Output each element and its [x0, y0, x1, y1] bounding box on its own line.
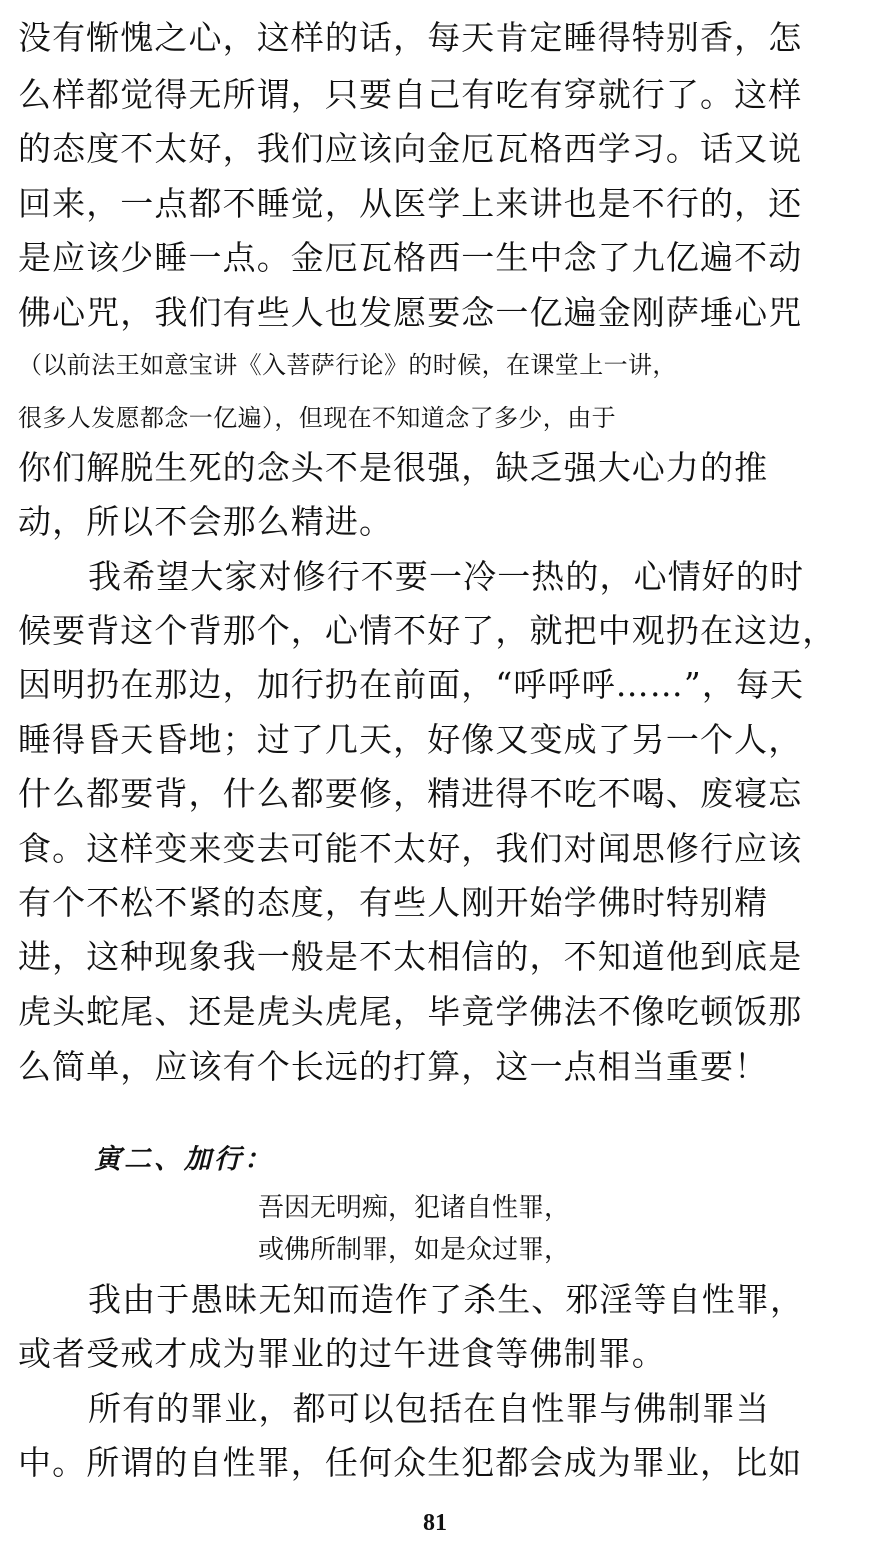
text-line: 虎头蛇尾、还是虎头虎尾，毕竟学佛法不像吃顿饭那 — [18, 992, 803, 1031]
text-line: 因明扔在那边，加行扔在前面，“呼呼呼……”，每天 — [18, 665, 805, 704]
text-line: 什么都要背，什么都要修，精进得不吃不喝、废寝忘 — [18, 774, 803, 813]
page-number: 81 — [423, 1510, 447, 1536]
section-heading: 寅二、加行： — [94, 1144, 274, 1175]
verse-line: 吾因无明痴，犯诸自性罪， — [258, 1193, 571, 1223]
text-line: 所有的罪业，都可以包括在自性罪与佛制罪当 — [88, 1389, 770, 1428]
note-line: 很多人发愿都念一亿遍），但现在不知道念了多少，由于 — [18, 404, 616, 432]
text-line: 你们解脱生死的念头不是很强，缺乏强大心力的推 — [18, 448, 769, 487]
verse-line: 或佛所制罪，如是众过罪， — [258, 1235, 571, 1265]
note-line: （以前法王如意宝讲《入菩萨行论》的时候，在课堂上一讲， — [18, 351, 677, 379]
text-line: 睡得昏天昏地；过了几天，好像又变成了另一个人， — [18, 720, 803, 759]
text-line: 么样都觉得无所谓，只要自己有吃有穿就行了。这样 — [18, 75, 803, 114]
text-line: 我由于愚昧无知而造作了杀生、邪淫等自性罪， — [88, 1280, 805, 1319]
text-line: 没有惭愧之心，这样的话，每天肯定睡得特别香，怎 — [18, 18, 803, 57]
text-line: 佛心咒，我们有些人也发愿要念一亿遍金刚萨埵心咒 — [18, 293, 803, 332]
text-line: 的态度不太好，我们应该向金厄瓦格西学习。话又说 — [18, 129, 803, 168]
text-line: 么简单，应该有个长远的打算，这一点相当重要！ — [18, 1047, 769, 1086]
text-line: 候要背这个背那个，心情不好了，就把中观扔在这边， — [18, 611, 837, 650]
text-line: 食。这样变来变去可能不太好，我们对闻思修行应该 — [18, 829, 803, 868]
text-line: 中。所谓的自性罪，任何众生犯都会成为罪业，比如 — [18, 1443, 803, 1482]
text-line: 或者受戒才成为罪业的过午进食等佛制罪。 — [18, 1334, 666, 1373]
text-line: 我希望大家对修行不要一冷一热的，心情好的时 — [88, 557, 805, 596]
text-line: 有个不松不紧的态度，有些人刚开始学佛时特别精 — [18, 883, 769, 922]
text-line: 回来，一点都不睡觉，从医学上来讲也是不行的，还 — [18, 184, 803, 223]
text-line: 是应该少睡一点。金厄瓦格西一生中念了九亿遍不动 — [18, 238, 803, 277]
text-line: 进，这种现象我一般是不太相信的，不知道他到底是 — [18, 937, 803, 976]
text-line: 动，所以不会那么精进。 — [18, 502, 394, 541]
